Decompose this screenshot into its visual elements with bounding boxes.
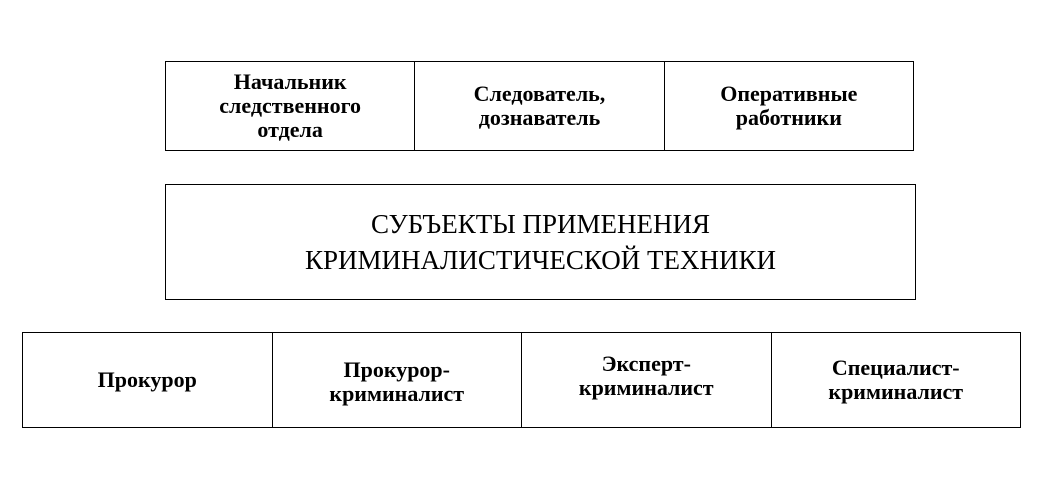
central-title: СУБЪЕКТЫ ПРИМЕНЕНИЯ КРИМИНАЛИСТИЧЕСКОЙ ТЕХНИКИ	[305, 209, 776, 275]
box-expert-criminalist	[521, 333, 771, 427]
box-label: Следователь, дознаватель	[473, 81, 606, 130]
box-label: Прокурор- криминалист	[329, 357, 465, 406]
bottom-row	[22, 332, 1021, 428]
box-prosecutor	[23, 333, 272, 427]
box-label: Начальник следственного отдела	[219, 69, 362, 142]
box-label: Эксперт- криминалист	[578, 351, 714, 400]
central-box	[165, 184, 916, 300]
box-prosecutor-criminalist	[272, 333, 522, 427]
box-label: Прокурор	[97, 367, 197, 392]
box-specialist-criminalist	[771, 333, 1021, 427]
box-label: Оперативные работники	[720, 81, 858, 130]
box-operatives	[664, 62, 913, 150]
box-head-of-investigation-department	[166, 62, 414, 150]
box-label: Специалист- криминалист	[828, 355, 964, 404]
box-investigator	[414, 62, 663, 150]
top-row	[165, 61, 914, 151]
